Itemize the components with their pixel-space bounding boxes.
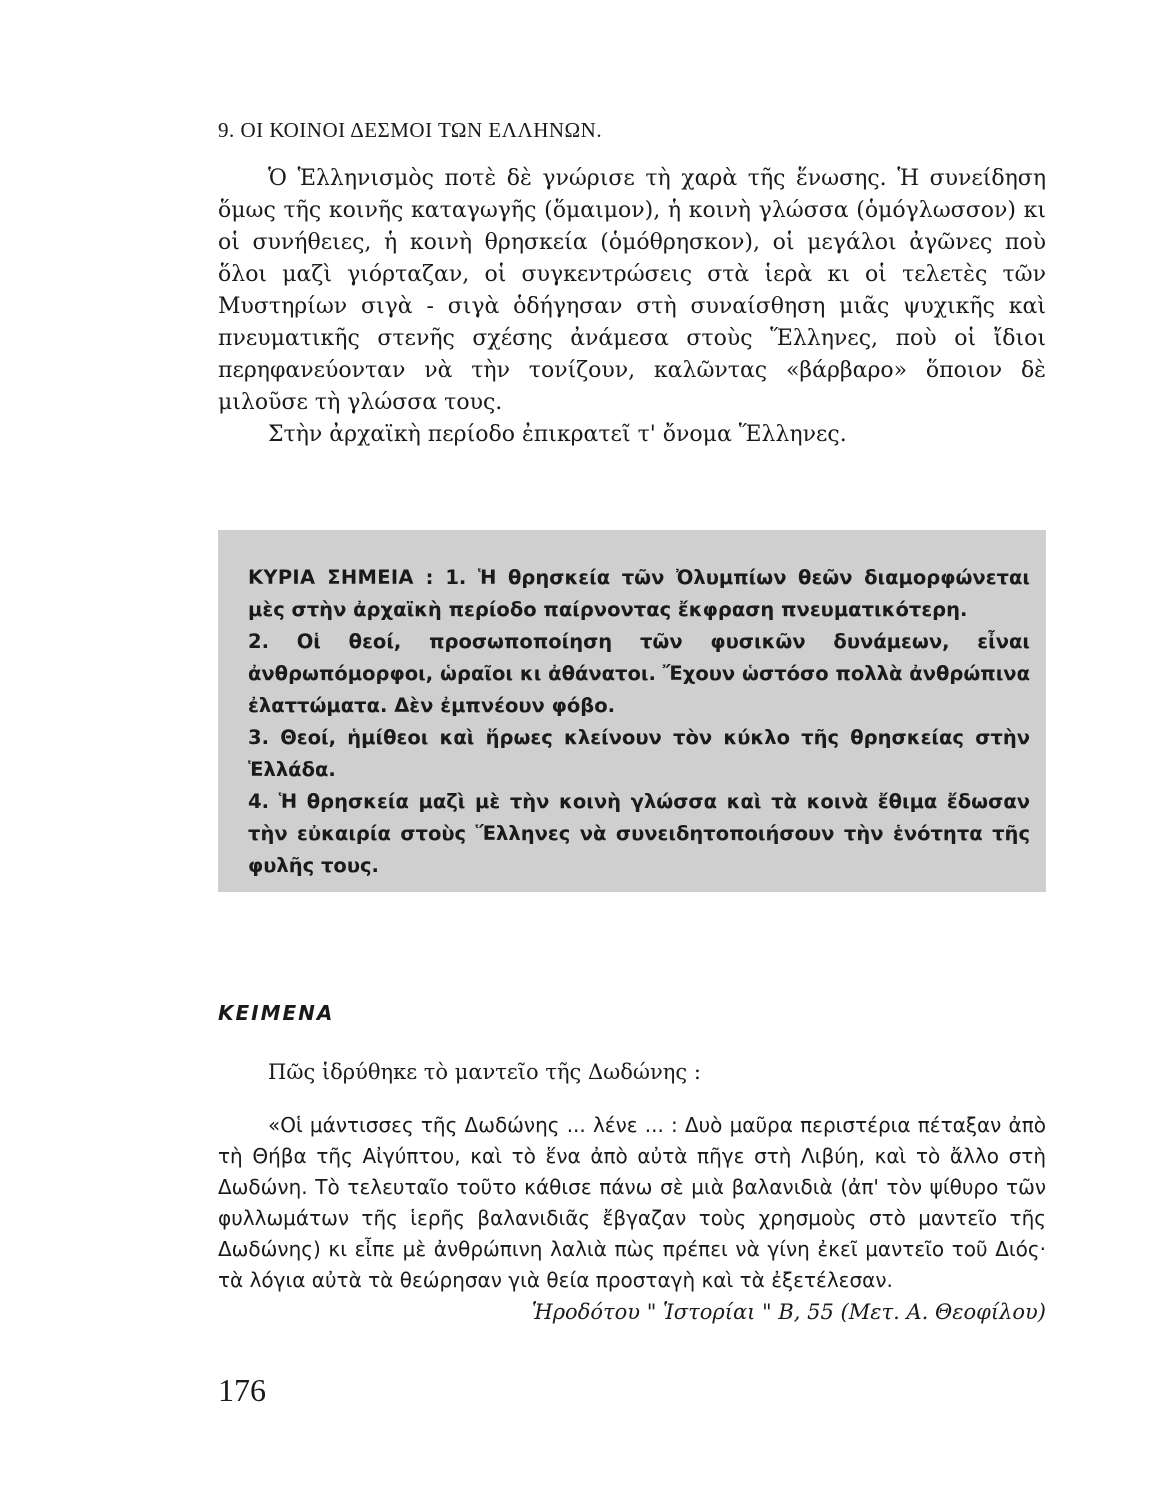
herodotus-quote [218,1110,1046,1296]
key-point-text: 1. Ἡ θρησκεία τῶν Ὀλυμπίων θεῶν διαμορφώνεται μὲς στὴν ἀρχαϊκὴ περίοδο παίρνοντας ἔκφραση πνευματικότερη. [248,566,1030,621]
quote-source: Ἡροδότου " Ἱστορίαι " Β, 55 (Μετ. Α. Θεοφίλου) [531,1300,1046,1324]
key-point-3: 3. Θεοί, ἡμίθεοι καὶ ἥρωες κλείνουν τὸν κύκλο τῆς θρησκείας στὴν Ἑλλάδα. [248,726,1030,781]
key-points-label: ΚΥΡΙΑ ΣΗΜΕΙΑ : [248,566,434,589]
quote-text: «Οἱ μάντισσες τῆς Δωδώνης ... λένε ... : Δυὸ μαῦρα περιστέρια πέταξαν ἀπὸ τὴ Θήβα τῆς Αἰγύπτου, καὶ τὸ ἕνα ἀπὸ αὐτὰ πῆγε στὴ Λιβύη, καὶ τὸ ἄλλο στὴ Δωδώνη. Τὸ τελευταῖο τοῦτο κάθισε πάνω σὲ μιὰ βαλανιδιὰ (ἀπ' τὸν ψίθυρο τῶν φυλλωμάτων τῆς ἱερῆς βαλανιδιᾶς ἔβγαζαν τοὺς χρησμοὺς στὸ μαντεῖο τῆς Δωδώνης) κι εἶπε μὲ ἀνθρώπινη λαλιὰ πὼς πρέπει νὰ γίνη ἐκεῖ μαντεῖο τοῦ Διός· τὰ λόγια αὐτὰ τὰ θεώρησαν γιὰ θεία προσταγὴ καὶ τὰ ἐξετέλεσαν. [218,1113,1046,1292]
key-points-content [248,562,1030,882]
texts-heading: ΚΕΙΜΕΝΑ [218,1001,335,1025]
key-point-4: 4. Ἡ θρησκεία μαζὶ μὲ τὴν κοινὴ γλώσσα καὶ τὰ κοινὰ ἔθιμα ἔδωσαν τὴν εὐκαιρία στοὺς Ἕλληνες νὰ συνειδητοποιήσουν τὴν ἑνότητα τῆς φυλῆς τους. [248,790,1030,877]
section-paragraph-2: Στὴν ἀρχαϊκὴ περίοδο ἐπικρατεῖ τ' ὄνομα Ἕλληνες. [268,422,847,447]
section-heading: 9. ΟΙ ΚΟΙΝΟΙ ΔΕΣΜΟΙ ΤΩΝ ΕΛΛΗΝΩΝ. [218,118,603,142]
section-body [218,163,1046,451]
key-point-2: 2. Οἱ θεοί, προσωποποίηση τῶν φυσικῶν δυνάμεων, εἶναι ἀνθρωπόμορφοι, ὡραῖοι κι ἀθάνατοι. Ἔχουν ὡστόσο πολλὰ ἀνθρώπινα ἐλαττώματα. Δὲν ἐμπνέουν φόβο. [248,630,1030,717]
texts-subtitle: Πῶς ἱδρύθηκε τὸ μαντεῖο τῆς Δωδώνης : [268,1060,701,1084]
key-point-1 [248,562,1030,626]
section-paragraph-1: Ὁ Ἑλληνισμὸς ποτὲ δὲ γνώρισε τὴ χαρὰ τῆς ἕνωσης. Ἡ συνείδηση ὅμως τῆς κοινῆς καταγωγῆς (ὅμαιμον), ἡ κοινὴ γλώσσα (ὁμόγλωσσον) κι οἱ συνήθειες, ἡ κοινὴ θρησκεία (ὁμόθρησκον), οἱ μεγάλοι ἀγῶνες ποὺ ὅλοι μαζὶ γιόρταζαν, οἱ συγκεντρώσεις στὰ ἱερὰ κι οἱ τελετὲς τῶν Μυστηρίων σιγὰ - σιγὰ ὁδήγησαν στὴ συναίσθηση μιᾶς ψυχικῆς καὶ πνευματικῆς στενῆς σχέσης ἀνάμεσα στοὺς Ἕλληνες, ποὺ οἱ ἴδιοι περηφανεύονταν νὰ τὴν τονίζουν, καλῶντας «βάρβαρο» ὅποιον δὲ μιλοῦσε τὴ γλώσσα τους. [218,166,1046,415]
page-number: 176 [218,1372,266,1408]
key-points-box [218,530,1046,892]
